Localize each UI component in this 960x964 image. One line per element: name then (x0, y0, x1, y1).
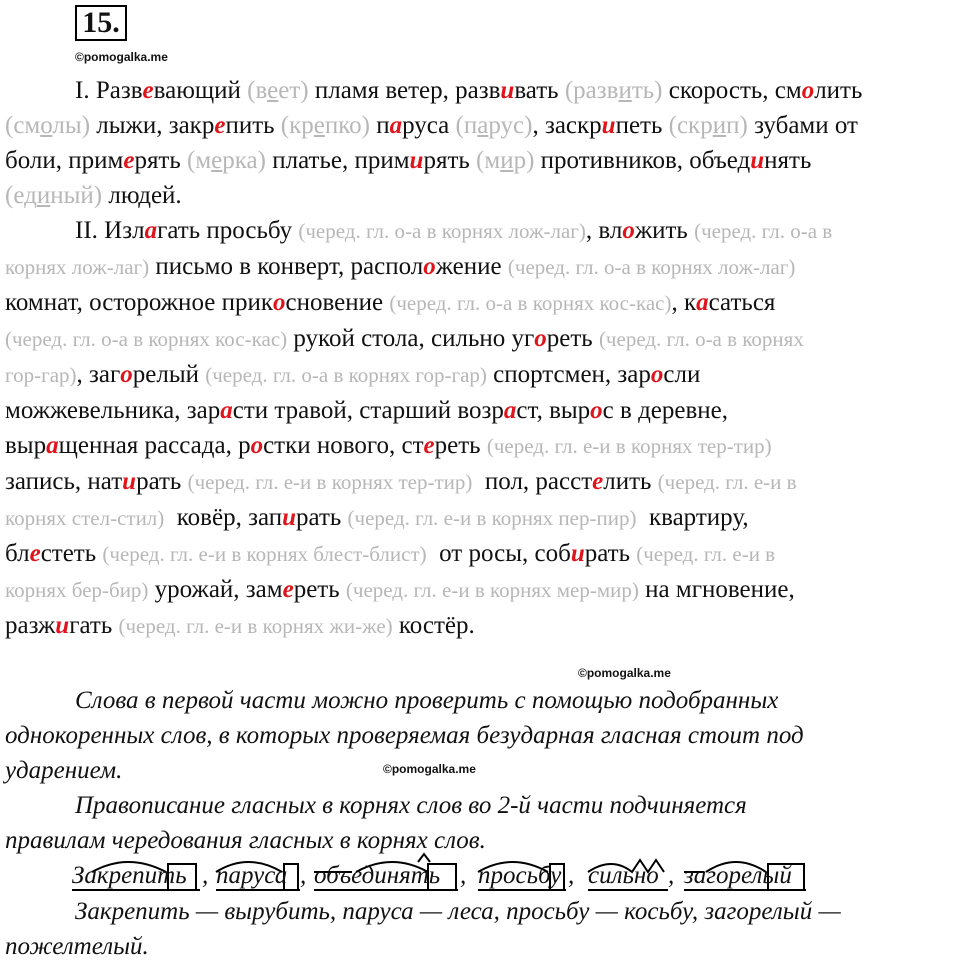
explanation-line: ударением. (5, 757, 123, 784)
morph-comma: , (568, 862, 575, 889)
morph-word: сильно (588, 862, 659, 889)
exercise-number: 15. (75, 5, 127, 41)
part1-line: (единый) людей. (5, 182, 182, 209)
morph-word: объединять (314, 862, 441, 889)
part2-line: разжигать (черед. гл. е-и в корнях жи-же) костёр. (5, 612, 475, 639)
morph-comma: , (202, 862, 209, 889)
part2-line: запись, натирать (черед. гл. е-и в корнях тер-тир) пол, расстелить (черед. гл. е-и в (5, 468, 797, 495)
explanation-line: однокоренных слов, в которых проверяемая безударная гласная стоит под (5, 722, 804, 749)
part1-line: боли, примерять (мерка) платье, примирять (мир) противников, объединять (5, 147, 812, 174)
explanation-line: Правописание гласных в корнях слов во 2-й части подчиняется (75, 792, 747, 819)
part2-line: гор-гар), загорелый (черед. гл. о-а в корнях гор-гар) спортсмен, заросли (5, 361, 701, 388)
part2-line: корнях бер-бир) урожай, замереть (черед. гл. е-и в корнях мер-мир) на мгновение, (5, 576, 795, 603)
part2-line: корнях лож-лаг) письмо в конверт, расположение (черед. гл. о-а в корнях лож-лаг) (5, 253, 796, 280)
explanation-line: правилам чередования гласных в корнях слов. (5, 827, 486, 854)
morph-word: просьбу (478, 862, 562, 889)
examples (5, 894, 960, 964)
part1-line: (смолы) лыжи, закрепить (крепко) паруса (парус), заскрипеть (скрип) зубами от (5, 112, 858, 139)
part2-line: блестеть (черед. гл. е-и в корнях блест-блист) от росы, собирать (черед. гл. е-и в (5, 540, 776, 567)
morph-comma: , (460, 862, 467, 889)
examples-line: Закрепить — вырубить, паруса — леса, просьбу — косьбу, загорелый — (75, 898, 841, 925)
watermark: ©pomogalka.me (383, 762, 476, 776)
watermark: ©pomogalka.me (578, 666, 671, 680)
watermark: ©pomogalka.me (75, 50, 168, 64)
part2-line: комнат, осторожное прикосновение (черед. гл. о-а в корнях кос-кас), касаться (5, 289, 776, 316)
morph-comma: , (300, 862, 307, 889)
explanation-line: Слова в первой части можно проверить с помощью подобранных (75, 687, 779, 714)
part2-line: II. Излагать просьбу (черед. гл. о-а в корнях лож-лаг), вложить (черед. гл. о-а в (75, 217, 833, 244)
part2-line: выращенная рассада, ростки нового, стереть (черед. гл. е-и в корнях тер-тир) (5, 432, 772, 459)
part1-line: I. Развевающий (веет) пламя ветер, развивать (развить) скорость, смолить (75, 77, 863, 104)
part2-line: можжевельника, зарасти травой, старший возраст, вырос в деревне, (5, 397, 729, 424)
morph-word: Закрепить (72, 862, 187, 889)
exercise-text (5, 73, 960, 644)
morpheme-analysis (0, 850, 960, 895)
morph-word: паруса (216, 862, 288, 889)
examples-line: пожелтелый. (5, 933, 149, 960)
explanation (5, 683, 960, 858)
morph-comma: , (668, 862, 675, 889)
part2-line: корнях стел-стил) ковёр, запирать (черед. гл. е-и в корнях пер-пир) квартиру, (5, 504, 749, 531)
morph-word: загорелый (684, 862, 792, 889)
part2-line: (черед. гл. о-а в корнях кос-кас) рукой стола, сильно угореть (черед. гл. о-а в корнях (5, 325, 804, 352)
